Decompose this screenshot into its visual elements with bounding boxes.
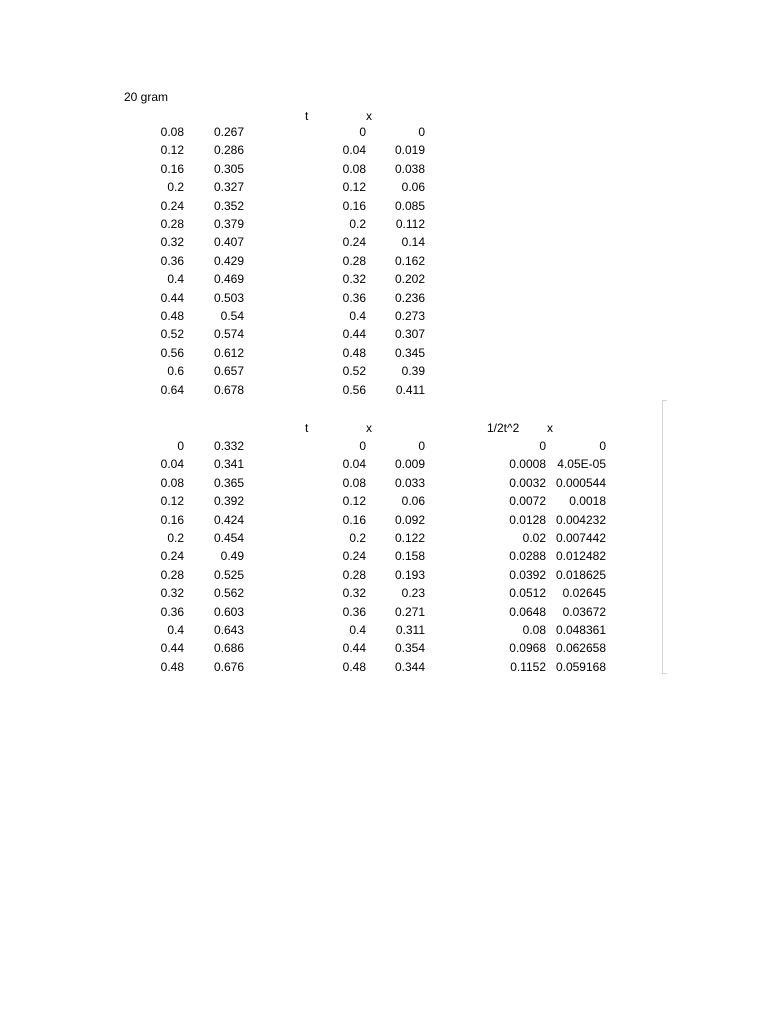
cell-value: 0 — [359, 439, 366, 453]
cell-value: 0.643 — [213, 623, 244, 637]
cell-value: 0.018625 — [555, 567, 606, 582]
cell-value: 0.08 — [160, 475, 184, 490]
cell-value: 0.2 — [349, 217, 366, 231]
block1-header-x: x — [366, 109, 372, 123]
cell-value: 0.407 — [213, 235, 244, 250]
cell-value: 0.12 — [160, 494, 184, 509]
cell-value: 0.0128 — [509, 512, 546, 527]
cell-value: 0.28 — [160, 217, 184, 231]
cell-value: 0.686 — [213, 641, 244, 656]
cell-value: 0.092 — [394, 512, 425, 527]
cell-value: 0.24 — [342, 235, 366, 250]
cell-value: 0 — [359, 125, 366, 139]
cell-value: 0.678 — [213, 382, 244, 397]
cell-value: 0.08 — [160, 125, 184, 139]
cell-value: 0.007442 — [555, 531, 606, 545]
cell-value: 0.0968 — [509, 641, 546, 656]
cell-value: 0.424 — [213, 512, 244, 527]
cell-value: 0.28 — [342, 567, 366, 582]
cell-value: 0.23 — [401, 586, 425, 601]
cell-value: 0.676 — [213, 659, 244, 674]
cell-value: 0.202 — [394, 272, 425, 287]
cell-value: 0.32 — [160, 235, 184, 250]
cell-value: 0.48 — [342, 345, 366, 360]
cell-value: 0.332 — [213, 439, 244, 453]
cell-value: 0.603 — [213, 604, 244, 619]
cell-value: 0.305 — [213, 161, 244, 176]
cell-value: 0.158 — [394, 549, 425, 564]
cell-value: 4.05E-05 — [557, 457, 606, 472]
cell-value: 0.344 — [394, 659, 425, 674]
cell-value: 0.32 — [342, 586, 366, 601]
cell-value: 0.24 — [160, 549, 184, 564]
cell-value: 0.345 — [394, 345, 425, 360]
cell-value: 0.24 — [342, 549, 366, 564]
cell-value: 0.32 — [342, 272, 366, 287]
cell-value: 0.06 — [401, 494, 425, 509]
cell-value: 0.04 — [160, 457, 184, 472]
cell-value: 0.16 — [342, 198, 366, 213]
cell-value: 0.0512 — [509, 586, 546, 601]
block2-header-half-t2: 1/2t^2 — [487, 421, 520, 435]
cell-value: 0.16 — [160, 512, 184, 527]
cell-value: 0.411 — [395, 382, 425, 397]
cell-value: 0.0018 — [569, 494, 606, 509]
cell-value: 0.048361 — [555, 623, 606, 637]
cell-value: 0.16 — [342, 512, 366, 527]
cell-value: 0.2 — [349, 531, 366, 545]
block2-header-x2: x — [547, 421, 553, 435]
block2-header-t: t — [305, 421, 309, 435]
cell-value: 0.06 — [401, 180, 425, 195]
cell-value: 0.273 — [394, 309, 425, 323]
cell-value: 0.327 — [213, 180, 244, 195]
cell-value: 0.341 — [213, 457, 244, 472]
cell-value: 0.36 — [160, 604, 184, 619]
cell-value: 0.085 — [394, 198, 425, 213]
cell-value: 0.365 — [213, 475, 244, 490]
cell-value: 0.08 — [342, 475, 366, 490]
cell-value: 0.08 — [522, 623, 546, 637]
cell-value: 0.0032 — [509, 475, 546, 490]
cell-value: 0.162 — [394, 253, 425, 268]
cell-value: 0.0288 — [509, 549, 546, 564]
cell-value: 0 — [418, 125, 425, 139]
cell-value: 0.574 — [213, 327, 244, 342]
cell-value: 0.12 — [342, 180, 366, 195]
cell-value: 0.612 — [213, 345, 244, 360]
cell-value: 0.12 — [342, 494, 366, 509]
cell-value: 0.02645 — [562, 586, 606, 601]
cell-value: 0.009 — [394, 457, 425, 472]
cell-value: 0.059168 — [555, 659, 606, 674]
cell-value: 0.352 — [213, 198, 244, 213]
cell-value: 0.236 — [394, 290, 425, 305]
cell-value: 0.657 — [213, 364, 244, 379]
cell-value: 0.307 — [394, 327, 425, 342]
cell-value: 0.4 — [167, 272, 184, 287]
cell-value: 0.36 — [342, 604, 366, 619]
cell-value: 0.36 — [160, 253, 184, 268]
cell-value: 0.062658 — [555, 641, 606, 656]
cell-value: 0.44 — [342, 641, 366, 656]
chart-frame-edge — [662, 400, 667, 674]
cell-value: 0.16 — [160, 161, 184, 176]
cell-value: 0.122 — [394, 531, 425, 545]
cell-value: 0.48 — [160, 659, 184, 674]
cell-value: 0.012482 — [555, 549, 606, 564]
cell-value: 0 — [599, 439, 606, 453]
cell-value: 0.525 — [213, 567, 244, 582]
cell-value: 0.311 — [395, 623, 425, 637]
cell-value: 0.2 — [167, 531, 184, 545]
cell-value: 0.36 — [342, 290, 366, 305]
cell-value: 0.44 — [342, 327, 366, 342]
block1-header-t: t — [305, 109, 309, 123]
cell-value: 0.267 — [213, 125, 244, 139]
cell-value: 0.12 — [160, 143, 184, 158]
cell-value: 0.44 — [160, 290, 184, 305]
cell-value: 0.033 — [394, 475, 425, 490]
cell-value: 0.193 — [394, 567, 425, 582]
cell-value: 0.03672 — [562, 604, 606, 619]
cell-value: 0.02 — [522, 531, 546, 545]
cell-value: 0.454 — [213, 531, 244, 545]
cell-value: 0.112 — [395, 217, 425, 231]
cell-value: 0.08 — [342, 161, 366, 176]
cell-value: 0.04 — [342, 457, 366, 472]
cell-value: 0.14 — [401, 235, 425, 250]
cell-value: 0.4 — [349, 623, 366, 637]
cell-value: 0.038 — [394, 161, 425, 176]
block2-header-x: x — [366, 421, 372, 435]
cell-value: 0 — [539, 439, 546, 453]
cell-value: 0.0648 — [509, 604, 546, 619]
cell-value: 0.0072 — [509, 494, 546, 509]
sheet-title: 20 gram — [124, 90, 169, 104]
cell-value: 0.4 — [349, 309, 366, 323]
cell-value: 0.44 — [160, 641, 184, 656]
cell-value: 0.379 — [213, 217, 244, 231]
cell-value: 0 — [177, 439, 184, 453]
cell-value: 0.64 — [160, 382, 184, 397]
cell-value: 0.1152 — [510, 659, 546, 674]
cell-value: 0.503 — [213, 290, 244, 305]
cell-value: 0.0008 — [509, 457, 546, 472]
cell-value: 0.39 — [401, 364, 425, 379]
cell-value: 0.24 — [160, 198, 184, 213]
cell-value: 0.562 — [213, 586, 244, 601]
cell-value: 0.286 — [213, 143, 244, 158]
cell-value: 0.271 — [394, 604, 425, 619]
cell-value: 0.469 — [213, 272, 244, 287]
cell-value: 0.32 — [160, 586, 184, 601]
cell-value: 0.28 — [342, 253, 366, 268]
cell-value: 0.49 — [220, 549, 244, 564]
cell-value: 0 — [418, 439, 425, 453]
cell-value: 0.354 — [394, 641, 425, 656]
cell-value: 0.52 — [160, 327, 184, 342]
cell-value: 0.04 — [342, 143, 366, 158]
cell-value: 0.019 — [394, 143, 425, 158]
cell-value: 0.28 — [160, 567, 184, 582]
cell-value: 0.000544 — [555, 475, 606, 490]
cell-value: 0.54 — [220, 309, 244, 323]
cell-value: 0.6 — [167, 364, 184, 379]
cell-value: 0.56 — [342, 382, 366, 397]
cell-value: 0.004232 — [555, 512, 606, 527]
cell-value: 0.52 — [342, 364, 366, 379]
cell-value: 0.0392 — [509, 567, 546, 582]
cell-value: 0.56 — [160, 345, 184, 360]
cell-value: 0.48 — [342, 659, 366, 674]
cell-value: 0.4 — [167, 623, 184, 637]
cell-value: 0.429 — [213, 253, 244, 268]
cell-value: 0.48 — [160, 309, 184, 323]
cell-value: 0.2 — [167, 180, 184, 195]
cell-value: 0.392 — [213, 494, 244, 509]
